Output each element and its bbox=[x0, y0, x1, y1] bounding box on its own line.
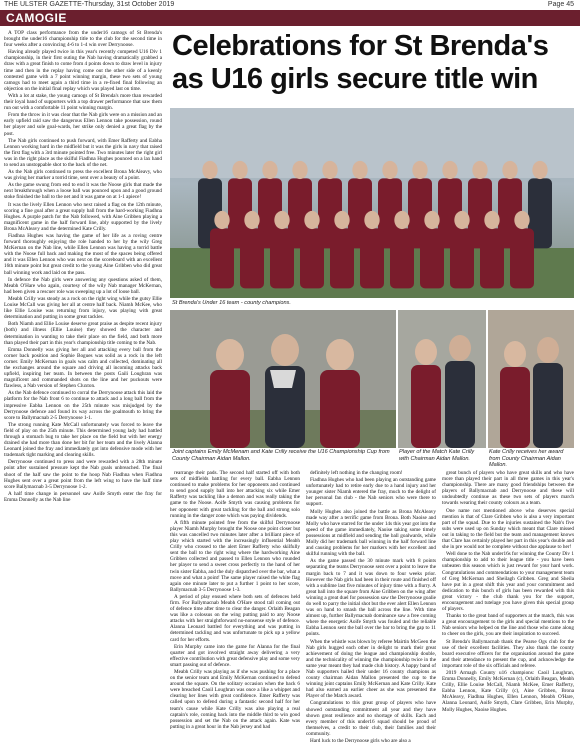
article-paragraph: One name not mentioned above who deserves special mention is that of Clare Gribben who is also a very important part of the squad. Due to the injuries sustained the Nab's five subs were used up on Sunday which meant that Clare missed out in taking to the field but the team and management knows that Clare has certainly played her part in this year's double and she in pre would not be complete without due applause to her! bbox=[442, 507, 574, 551]
player-head bbox=[262, 161, 277, 179]
player-of-match-photo bbox=[398, 310, 486, 448]
player-head bbox=[352, 161, 367, 179]
player-jersey bbox=[510, 228, 534, 288]
player-jersey bbox=[450, 228, 474, 288]
player-head bbox=[412, 161, 427, 179]
section-band bbox=[0, 10, 580, 26]
headline: Celebrations for St Brenda's as U16 girls secure title win bbox=[172, 30, 549, 95]
player-photo-caption: Player of the Match Kate Crilly with Chairman Aidan Mallon. bbox=[399, 449, 475, 462]
article-paragraph: Molly Hughes also joined the battle as Brona McAleavy made way after a terrific game from Brona. Both Naoise and Molly who have starred for the under 14s this year got into the speed of the game immediately, Naoise taking some timely possessions at midfield and sending the ball goalwards, while Molly did her trademark ball winning in the half forward line and causing problems for her markers with her excellent and skilful running with the ball. bbox=[306, 508, 436, 558]
player-head bbox=[514, 211, 529, 229]
article-paragraph: St Brenda's Ballymacnab thank the Pearse Ogs club for the use of their excellent facilities. They also thank the county board executive officers for the organisation around the game and their attendance to present the cup, and acknowledge the important role of the six officials and referee. bbox=[442, 638, 574, 669]
player-jersey bbox=[330, 228, 354, 288]
article-paragraph: Meabh Crilly was steady as a rock on the right wing while the gutsy Ellie Louise McCall was giving her all at centre half back. Niamh McKee, who like Ellie Louise was returning from injury, was playing with great determination and putting in some great tackles. bbox=[4, 295, 162, 321]
article-paragraph: Fiadhna Hughes who had been playing an outstanding game unfortunately had to retire early due to a hand injury and her younger sister Niamh entered the fray, much to the delight of her personal fan club - the Nab seniors who were there to support. bbox=[306, 477, 436, 508]
player-head bbox=[304, 211, 319, 229]
player-jersey bbox=[360, 228, 384, 288]
article-paragraph: Well done to the Nab under16s for winning the County Div 1 championship to add to their league title - you have been unbeaten this season which is just reward for your hard work. Congratulations and commendations to your management team of Greg McKernan and Sheilagh Gribben. Greg and Sheila have put in a great shift this year and your commitment and dedication to this bunch of girls has been rewarded with this great victory - the club thank you for the support, encouragement and tutelage you have given this special group of players. bbox=[442, 551, 574, 613]
article-paragraph: A fifth minute pointed free from the skilful Derrynoose player Niamh Murphy brought the Noose one point closer but this was cancelled two minutes later after a brilliant piece of play which started with the increasingly influential Meabh Crilly who crossed to the alert Emer Rafferty who skilfully sent the ball to the right wing where the hardworking Aine Gribben collected and passed to Ellen Lennon who rounded her player to send a sweet cross perfectly to the hand of her twin sister Eabha, and the duly dispatched over the bar, what a move and what a point! The same player raised the white flag again one minute later to put a further 1 point to her score, Ballymacnab 3-5 Derrynoose 1-3. bbox=[170, 519, 300, 593]
award-photo-illustration bbox=[488, 310, 574, 448]
player-jersey bbox=[300, 228, 324, 288]
page-header bbox=[0, 0, 580, 10]
player-head bbox=[532, 161, 547, 179]
article-paragraph: rearrange their pads. The second half started off with both sets of midfields battling for every ball. Eabha Lennon continued to make problems for her opponents and continued to send good supply ball into her attacking six while Emer Rafferty was tackling like a demon and was really taking the game to the Noose. Aoife Smyth was causing problems for her opponent with great tackling for the ball and strong solo running in the danger zone which was paying dividends. bbox=[170, 470, 300, 519]
article-paragraph: Derrynoose continued to press and were rewarded with a 28th minute point after sustained pressure kept the Nab goals unbreached. The final shoot of the half saw the point to the hoop Nab Fiadhna when Fiadhna Hughes sent over a great point from the left wing to have the half time score Ballymacnab 3-5 Derrynoose 1-2. bbox=[4, 459, 162, 490]
player-head bbox=[394, 211, 409, 229]
page-number: Page 45 bbox=[547, 1, 574, 8]
player-head bbox=[322, 161, 337, 179]
player-head bbox=[424, 211, 439, 229]
player-head bbox=[382, 161, 397, 179]
cup-photo-illustration bbox=[170, 310, 396, 448]
article-paragraph: Erin Murphy came into the game for Alanna for the final quarter and got involved straight away delivering a very effective contribution with great defensive play and some very smart passing out of defence. bbox=[170, 643, 300, 668]
player-jersey bbox=[420, 228, 444, 288]
player-head bbox=[502, 161, 517, 179]
article-paragraph: Having already played twice in this year's recently competed U16 Div 1 championship, in their first outing the Nab having dramatically grabbed a draw with a great finish to come from 4 points down to draw level in injury time and then in the replay having come out the other side of a keenly contested game with a 7 point winning margin, these two sets of young camogs had to meet again a third time in a re-fixed final following an objection on the initial final replay which was played last on time. bbox=[4, 49, 162, 92]
article-paragraph: Both Niamh and Ellie Louise deserve great praise as despite recent injury (both) and illness (Ellie Louise) they showed the character and determination in wanting to take their place on the field, and both more than played their part in this year's championship title coming to the Nab. bbox=[4, 321, 162, 346]
article-paragraph: Fiadhna Hughes was having the game of her life as a roving centre forward thoroughly enjoying the role handed to her by the wily Greg McKernan on the Nab line, while Ellen Lennon was having a torrid battle with the Noose full back and making the most of the spaces being offered and it was Ellen Lennon who was next on the scoreboard with an excellent 16th minute point but great credit to the young Aine Gribben who did great ball winning work and laid on the pass. bbox=[4, 233, 162, 276]
article-paragraph: A period of play ensued where both sets of defences held firm. For Ballymacnab Meabh O'Hare stood tall coming out of defence time after time to clear the danger. Orlaith Beagan was like a colossus on the wing putting paid to any Noose attacks with her straightforward no-nonsense style of defence. Alanna Leonard battled for everything and was putting in determined tackling and was unfortunate to pick up a yellow card for her efforts. bbox=[170, 593, 300, 643]
player-head bbox=[244, 211, 259, 229]
player-head bbox=[292, 161, 307, 179]
team-photo bbox=[170, 108, 574, 298]
team-photo-caption: St Brenda's Under 16 team - county champions. bbox=[172, 300, 291, 306]
article-paragraph: In defence the Nab girls were answering any questions asked of them, Meabh O'Hare who again, courtesy of the wily Nab manager McKernan, had been given a rescuer role was sweeping up a lot of loose ball. bbox=[4, 276, 162, 295]
section-title: CAMOGIE bbox=[6, 11, 67, 25]
player-jersey bbox=[240, 228, 264, 288]
award-photo bbox=[488, 310, 574, 448]
award-photo-caption: Kate Crilly receives her award from County Chairman Aidan Mallon. bbox=[489, 449, 564, 468]
article-paragraph: great bunch of players who have great skills and who have more than played their part in all three games in this year's championship. There are many good friendships between the players of Ballymacnab and Derrynoose and these will undoubtedly continue as these two sets of players march towards wearing their county colours as a team. bbox=[442, 470, 574, 507]
article-paragraph: As the Nab defence continued to corral the Derrynoose attack this laid the platform for the Nab front 6 to continue to attack and a long ball from the impressive Eabha Lennon on the 25th minute was misjudged by the Derrynoose defence and found its way across the goalmouth to bring the score to Ballymacnab 2-5 Derrynoose 1-1. bbox=[4, 390, 162, 421]
article-paragraph: The Nab girls continued to push forward, with Emer Rafferty and Eabha Lennon working hard in the midfield but it was the girls in navy that raised the first flag with a 3rd minute pointed free. Two minutes later the right girl was in the right place as the skilful Fiadhna Hughes pounced on a lax hand to send an unstoppable shot to the back of the net. bbox=[4, 137, 162, 168]
article-column-4 bbox=[442, 470, 574, 733]
player-head bbox=[472, 161, 487, 179]
article-paragraph: As the Nab girls continued to press the excellent Brona McAleavy, who was giving her marker a torrid time, sent over a beauty of a point. bbox=[4, 169, 162, 182]
article-paragraph: The strong running Kate McCall unfortunately was forced to leave the field of play on the 25th minute. This determined young lady had battled through a stomach bug to take her place on the field but with her energy drained she had more than done her bit for her team and the lively Alanna Leonard joined the fray and immediately got into defensive mode with her trademark tight marking and clearing skills. bbox=[4, 421, 162, 459]
article-paragraph: definitely left nothing in the changing room! bbox=[310, 470, 403, 476]
player-head bbox=[214, 211, 229, 229]
player-head bbox=[274, 211, 289, 229]
article-paragraph: As the game passed the 30 minute mark with 8 points separating the teams Derrynoose sent over a point to leave the margin back to 7 and it was down to four weeks prior. However the Nab girls had been in their route and finished off with a sublime last five minutes of injury time with a flurry. A great ball into the square from Aine Gribben on the wing after winning a great duel for possession saw the Derrynoose goalie do well to parry the initial shot but the ever alert Ellen Lennon was on hand to smash the ball across the line. With time almost up, further Ballymacnab dominance saw a free coming where the energetic Aoife Smyth was fouled and the reliable Eabha Lennon sent the ball over the bar to bring the gap to 11 points. bbox=[306, 558, 436, 638]
article-paragraph: A half time change in personnel saw Aoife Smyth enter the fray for Emma Donnelly as the Nab line bbox=[4, 490, 162, 503]
team-photo-illustration bbox=[170, 108, 574, 298]
article-paragraph: Congratulations to this great group of players who have showed outstanding commitment all year and they have shown great resilience and no shortage of skills. Each and every member of this under16 squad should be proud of themselves, a credit to their club, their families and their community. bbox=[306, 700, 436, 737]
player-head bbox=[202, 161, 217, 179]
player-jersey bbox=[480, 228, 504, 288]
player-head bbox=[364, 211, 379, 229]
cup-presentation-photo bbox=[170, 310, 396, 448]
player-head bbox=[334, 211, 349, 229]
article-paragraph: Emma Donnelly was giving her all and attacking every ball from the corner back position and Sophie Bogues was solid as a rock in the left corner. Emily McKernan in goals was calm and collected, dominating all the exchanges around the square and driving all incoming attacks back upfield, inspiring her team. In between the posts Gaili Loughran was magnificent and commanded shots on the line and her puckouts were flawless, a Nab version of Stephen Cluxton. bbox=[4, 346, 162, 390]
player-jersey bbox=[210, 228, 234, 288]
player-head bbox=[454, 211, 469, 229]
article-paragraph: A TOP class performance from the under16 camogs of St Brenda's brought the under16 championship title to the club for the second time in four weeks after a convincing 4-6 to 1-4 win over Derrynoose. bbox=[4, 30, 162, 49]
article-paragraph: With a lot at stake, the young camogs of St Brenda's more than rewarded their loyal band of supporters with a top drawer performance that saw them run out with a comfortable 11 point winning margin. bbox=[4, 92, 162, 112]
article-paragraph: From the throw in it was clear that the Nab girls were on a mission and an early upfield raid saw the dangerous Ellen Lennon take possession, round her player and sole goal-wards, her strike only denied a great flag by the post. bbox=[4, 112, 162, 137]
publication-line: THE ULSTER GAZETTE-Thursday, 31st October 2019 bbox=[4, 1, 175, 8]
article-column-1 bbox=[4, 30, 162, 733]
article-column-2 bbox=[170, 470, 300, 733]
player-jersey bbox=[270, 228, 294, 288]
article-paragraph: Meabh Crilly was playing as if she was pushing for a place on the senior team and Emily McKernan continued to defend around the square. On the solitary occasion when the back 6 were breached Caoil Loughran was once a like a whippet and clearing her lines with great confidence. Emer Rafferty was called upon to defend during a fantastic second half for her team's cause while Kate Crilly was also playing a real captain's role, coming back into the middle third to win good possession and set the Nab on the attack again. Kate was putting in a great hour in the Nab jersey and had bbox=[170, 669, 300, 730]
cup-photo-caption: Joint captains Emily McMenam and Kate Crilly receive the U16 Championship Cup from County Chairman Aidan Mallon. bbox=[172, 449, 390, 462]
player-head bbox=[442, 161, 457, 179]
article-paragraph: As the game swung from end to end it was the Noose girls that made the next breakthrough when a loose ball was pounced upon and a good ground stoke finished the ball to the net and it was game on at 1-1 apiece! bbox=[4, 182, 162, 201]
player-photo-illustration bbox=[398, 310, 486, 448]
article-paragraph: When the whistle was blown by referee Mairtin McGeen the Nab girls hugged each other in delight to mark their great achievement of doing the league and championship double, and the technicality of winning the championship twice in the same year meant they had made club history. A happy band of Nab supporters hailed their under 16 county champions as county chairman Aidan Mallon presented the cup to the winning joint captains Emily McKernan and Kate Crilly. Kate had also earned an earlier cheer as she was presented the Player of the Match award. bbox=[306, 638, 436, 700]
article-paragraph: It was the lively Ellen Lennon who next raised a flag on the 12th minute, scoring a fine goal after a great supply ball from the hard-working Fiadhna Hughes. A purple patch for the Nab followed, with Aine Gribben playing a magnificent game in the half forward line, ably supported by the lively Brona McAleavy and the determined Kate Crilly. bbox=[4, 201, 162, 232]
article-paragraph: Hard luck to the Derrynoose girls who are also a bbox=[310, 738, 411, 744]
player-head bbox=[232, 161, 247, 179]
article-paragraph: Thanks to the great band of supporters at the match, this was a great encouragement to the girls and special mentions to the Nab seniors who helped on the line and those who came along to cheer on the girls, you are their inspiration to succeed. bbox=[442, 613, 574, 638]
player-jersey bbox=[390, 228, 414, 288]
article-paragraph: 2019 Armagh County u16 champions: Caoil Loughran, Emma Donnelly, Emily McKernan (c), Orlaith Beagan, Meabh Crilly, Ellie Louise McCall, Niamh McKee, Emer Rafferty, Eabha Lennon, Kate Crilly (c), Aine Gribben, Brona McAleavy, Fiadhna Hughes, Ellen Lennon, Meabh O'Hare, Alanna Leonard, Aoife Smyth, Clare Gribben, Erin Murphy, Molly Hughes, Naoise Hughes. bbox=[442, 670, 574, 713]
article-column-3 bbox=[306, 470, 436, 744]
player-head bbox=[484, 211, 499, 229]
